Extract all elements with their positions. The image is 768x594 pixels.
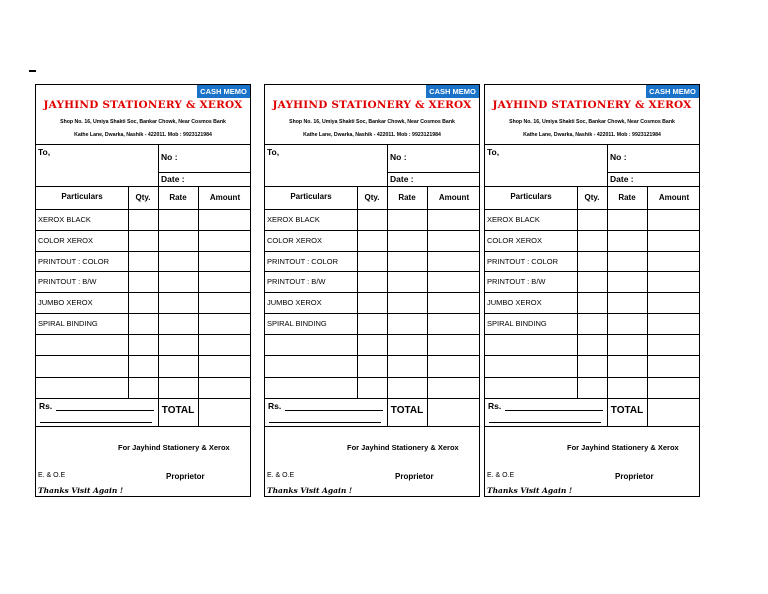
table-row-line	[36, 377, 250, 378]
column-header-rate: Rate	[398, 193, 416, 202]
rs-blank-line	[489, 422, 601, 423]
table-row-line	[265, 377, 479, 378]
address-line-1: Shop No. 16, Umiya Shakti Soc, Bankar Chowk, Near Cosmos Bank	[509, 119, 675, 125]
divider	[36, 398, 250, 399]
column-header-amount: Amount	[658, 193, 690, 202]
column-divider	[577, 186, 578, 398]
address-line-1: Shop No. 16, Umiya Shakti Soc, Bankar Chowk, Near Cosmos Bank	[60, 119, 226, 125]
date-label: Date :	[161, 174, 185, 184]
column-header-qty: Qty.	[364, 193, 380, 202]
table-row-line	[265, 251, 479, 252]
table-row-line	[265, 230, 479, 231]
proprietor-label: Proprietor	[615, 472, 654, 481]
divider	[485, 144, 699, 145]
item-label: SPIRAL BINDING	[267, 319, 327, 328]
column-divider	[607, 186, 608, 426]
cash-memo-badge: CASH MEMO	[646, 85, 699, 98]
item-label: PRINTOUT : B/W	[267, 277, 326, 286]
column-header-rate: Rate	[169, 193, 187, 202]
no-label: No :	[610, 152, 627, 162]
item-label: SPIRAL BINDING	[38, 319, 98, 328]
divider	[265, 144, 479, 145]
cash-memo	[35, 84, 251, 497]
rs-blank-line	[285, 410, 383, 411]
to-label: To,	[38, 147, 51, 157]
item-label: PRINTOUT : COLOR	[267, 257, 338, 266]
total-label: TOTAL	[390, 405, 424, 416]
item-label: JUMBO XEROX	[267, 298, 322, 307]
dash-mark	[29, 70, 36, 72]
table-row-line	[36, 230, 250, 231]
table-row-line	[485, 292, 699, 293]
table-row-line	[485, 334, 699, 335]
table-header-line	[485, 209, 699, 210]
column-divider	[128, 186, 129, 398]
shop-name: JAYHIND STATIONERY & XEROX	[272, 99, 472, 111]
column-header-qty: Qty.	[135, 193, 151, 202]
to-label: To,	[267, 147, 280, 157]
address-line-2: Kathe Lane, Dwarka, Nashik - 422011. Mob : 9923121984	[74, 132, 212, 138]
table-row-line	[36, 355, 250, 356]
divider	[265, 186, 479, 187]
table-row-line	[265, 355, 479, 356]
table-row-line	[265, 334, 479, 335]
divider	[607, 172, 699, 173]
rs-blank-line	[40, 422, 152, 423]
no-label: No :	[390, 152, 407, 162]
divider	[158, 144, 159, 186]
divider	[265, 426, 479, 427]
table-header-line	[36, 209, 250, 210]
item-label: COLOR XEROX	[487, 236, 543, 245]
table-row-line	[36, 334, 250, 335]
table-row-line	[485, 251, 699, 252]
table-row-line	[485, 271, 699, 272]
table-row-line	[485, 313, 699, 314]
column-divider	[387, 186, 388, 426]
signatory-label: For Jayhind Stationery & Xerox	[567, 443, 679, 452]
thanks-note: Thanks Visit Again !	[38, 486, 124, 495]
divider	[607, 144, 608, 186]
date-label: Date :	[390, 174, 414, 184]
table-row-line	[36, 313, 250, 314]
rs-label: Rs.	[488, 401, 502, 411]
column-header-qty: Qty.	[584, 193, 600, 202]
column-divider	[427, 186, 428, 426]
column-divider	[158, 186, 159, 426]
proprietor-label: Proprietor	[166, 472, 205, 481]
item-label: JUMBO XEROX	[38, 298, 93, 307]
divider	[36, 144, 250, 145]
item-label: XEROX BLACK	[267, 215, 320, 224]
total-label: TOTAL	[610, 405, 644, 416]
divider	[265, 398, 479, 399]
column-divider	[357, 186, 358, 398]
item-label: XEROX BLACK	[38, 215, 91, 224]
table-row-line	[265, 313, 479, 314]
divider	[485, 186, 699, 187]
rs-label: Rs.	[268, 401, 282, 411]
eoe-label: E. & O.E	[487, 472, 515, 479]
rs-blank-line	[505, 410, 603, 411]
cash-memo	[264, 84, 480, 497]
address-line-2: Kathe Lane, Dwarka, Nashik - 422011. Mob : 9923121984	[523, 132, 661, 138]
item-label: PRINTOUT : B/W	[487, 277, 546, 286]
divider	[387, 144, 388, 186]
thanks-note: Thanks Visit Again !	[487, 486, 573, 495]
divider	[485, 426, 699, 427]
signatory-label: For Jayhind Stationery & Xerox	[347, 443, 459, 452]
signatory-label: For Jayhind Stationery & Xerox	[118, 443, 230, 452]
no-label: No :	[161, 152, 178, 162]
shop-name: JAYHIND STATIONERY & XEROX	[43, 99, 243, 111]
table-header-line	[265, 209, 479, 210]
table-row-line	[36, 271, 250, 272]
item-label: PRINTOUT : COLOR	[38, 257, 109, 266]
column-divider	[647, 186, 648, 426]
column-header-amount: Amount	[438, 193, 470, 202]
column-header-particulars: Particulars	[61, 192, 103, 201]
divider	[36, 186, 250, 187]
to-label: To,	[487, 147, 500, 157]
table-row-line	[36, 292, 250, 293]
table-row-line	[485, 355, 699, 356]
table-row-line	[36, 251, 250, 252]
thanks-note: Thanks Visit Again !	[267, 486, 353, 495]
divider	[485, 398, 699, 399]
shop-name: JAYHIND STATIONERY & XEROX	[492, 99, 692, 111]
divider	[158, 172, 250, 173]
item-label: XEROX BLACK	[487, 215, 540, 224]
cash-memo-badge: CASH MEMO	[426, 85, 479, 98]
address-line-2: Kathe Lane, Dwarka, Nashik - 422011. Mob : 9923121984	[303, 132, 441, 138]
item-label: SPIRAL BINDING	[487, 319, 547, 328]
column-divider	[198, 186, 199, 426]
rs-blank-line	[56, 410, 154, 411]
column-header-rate: Rate	[618, 193, 636, 202]
item-label: COLOR XEROX	[38, 236, 94, 245]
column-header-particulars: Particulars	[510, 192, 552, 201]
item-label: JUMBO XEROX	[487, 298, 542, 307]
item-label: PRINTOUT : B/W	[38, 277, 97, 286]
date-label: Date :	[610, 174, 634, 184]
proprietor-label: Proprietor	[395, 472, 434, 481]
cash-memo-badge: CASH MEMO	[197, 85, 250, 98]
rs-blank-line	[269, 422, 381, 423]
table-row-line	[265, 271, 479, 272]
column-header-amount: Amount	[209, 193, 241, 202]
table-row-line	[265, 292, 479, 293]
rs-label: Rs.	[39, 401, 53, 411]
item-label: PRINTOUT : COLOR	[487, 257, 558, 266]
column-header-particulars: Particulars	[290, 192, 332, 201]
divider	[36, 426, 250, 427]
item-label: COLOR XEROX	[267, 236, 323, 245]
table-row-line	[485, 377, 699, 378]
address-line-1: Shop No. 16, Umiya Shakti Soc, Bankar Chowk, Near Cosmos Bank	[289, 119, 455, 125]
total-label: TOTAL	[161, 405, 195, 416]
divider	[387, 172, 479, 173]
eoe-label: E. & O.E	[38, 472, 66, 479]
table-row-line	[485, 230, 699, 231]
cash-memo	[484, 84, 700, 497]
eoe-label: E. & O.E	[267, 472, 295, 479]
